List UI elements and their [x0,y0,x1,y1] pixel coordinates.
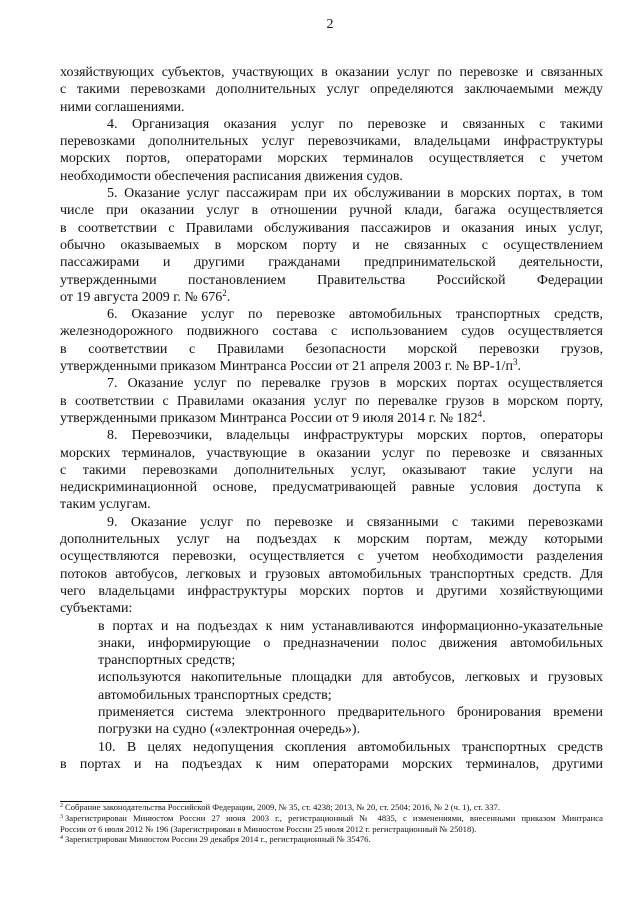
text-line: 5. Оказание услуг пассажирам при их обслуживании в морских портах, в том [107,186,603,202]
text-line: 9. Оказание услуг по перевозке и связанными с такими перевозками [107,514,603,530]
line-text: утвержденными приказом Минтранса России от 21 апреля 2003 г. № ВР-1/п [60,359,513,375]
text-line: с такими перевозками дополнительных услуг, оказывают такие услуги на [60,462,603,478]
footnote-text: Зарегистрирован Минюстом России 29 декабря 2014 г., регистрационный № 35476. [65,834,371,845]
text-line: таким услугам. [60,497,151,513]
footnote-text: Собрание законодательства Российской Федерации, 2009, № 35, ст. 4238; 2013, № 20, ст. 2504; 2016, № 2 (ч. 1), ст. 337. [65,802,500,812]
line-text: от 19 августа 2009 г. № 676 [60,289,223,305]
numbered-paragraph [60,514,603,739]
text-line: морских терминалов, участвующие в оказании услуг по перевозке и связанных [60,445,603,461]
footnote-reference: 2 [222,287,227,298]
numbered-paragraph [60,739,603,774]
text-line: числе при оказании услуг в отношении ручной клади, багажа осуществляется [60,203,603,219]
text-line: пассажирами и другими гражданами предпринимательской деятельности, [60,255,603,271]
text-line [60,410,603,427]
numbered-paragraph [60,427,603,513]
footnote [60,813,603,835]
line-punctuation: . [517,359,521,375]
footnote-line [60,813,603,824]
footnote-mark: 3 [60,813,63,820]
text-line: ними соглашениями. [60,99,185,115]
text-line: осуществляются перевозки, осуществляется с учетом необходимости разделения [60,549,603,565]
footnote-line [60,824,603,835]
text-line: 4. Организация оказания услуг по перевозке и связанных с такими [107,116,603,132]
text-line [60,289,603,306]
text-line: в соответствии с Правилами обслуживания пассажиров и оказания иных услуг, [60,220,603,236]
carryover-paragraph [60,64,603,116]
text-line: 10. В целях недопущения скопления автомобильных транспортных средств [98,739,603,755]
numbered-paragraph [60,375,603,427]
text-line: 6. Оказание услуг по перевозке автомобильных транспортных средств, [107,307,603,323]
text-line: знаки, информирующие о предназначении полос движения автомобильных [98,635,603,651]
text-line: с такими перевозками дополнительных услуг определяются заключаемыми между [60,82,603,98]
text-line: утвержденными постановлением Правительства Российской Федерации [60,272,603,288]
text-line: чего владельцами инфраструктуры морских портов и другими хозяйствующими [60,583,603,599]
line-punctuation: . [226,289,231,305]
text-line: перевозками дополнительных услуг перевозчиками, владельцами инфраструктуры [60,134,603,150]
text-line: в соответствии с Правилами безопасности морской перевозки грузов, [60,341,603,357]
footnote-text: Зарегистрирован Минюстом России 27 июня 2003 г., регистрационный № 4835, с изменениями, внесенными приказом Минтранса [65,812,603,823]
text-line: морских портов, операторами морских терминалов осуществляется с учетом [60,151,603,167]
line-punctuation: . [482,410,486,426]
footnote [60,834,603,845]
text-line: потоков автобусов, легковых и грузовых автомобильных транспортных средств. Для [60,566,603,582]
text-line: транспортных средств; [98,653,236,669]
footnote-mark: 4 [60,835,63,842]
text-line: обычно оказываемых в морском порту и не связанных с осуществлением [60,237,603,253]
text-line: в портах и на подъездах к ним устанавливаются информационно-указательные [98,618,603,634]
text-line: необходимости обеспечения расписания движения судов. [60,168,403,184]
footnote-line [60,802,603,813]
text-line: железнодорожного подвижного состава с использованием судов осуществляется [60,324,603,340]
text-line: применяется система электронного предварительного бронирования времени [98,704,603,720]
line-text: утвержденными приказом Минтранса России от 9 июля 2014 г. № 182 [60,410,478,426]
page-number: 2 [326,17,334,32]
text-line: автомобильных транспортных средств; [98,687,332,703]
text-line: погрузки на судно («электронная очередь»). [98,722,361,738]
text-line: в портах и на подъездах к ним операторами морских терминалов, другими [60,756,603,772]
text-line [60,358,603,375]
footnote-text: России от 6 июля 2012 № 196 (Зарегистрирован в Минюстом России 25 июля 2012 г. регистрационный № 25018). [60,823,477,834]
text-line: недискриминационной основе, предусматривающей равные условия доступа к [60,480,603,496]
footnote-line [60,834,603,845]
document-body [60,64,603,773]
footnote-reference: 3 [512,357,518,368]
text-line: хозяйствующих субъектов, участвующих в оказании услуг по перевозке и связанных [60,65,603,80]
text-line: субъектами: [60,601,133,617]
footnote [60,802,603,813]
footnote-mark: 2 [60,803,63,809]
text-line: дополнительных услуг на подъездах к морским портам, между которыми [60,532,603,548]
text-line: в соответствии с Правилами оказания услуг по перевалке грузов в морском порту, [60,393,603,409]
list-item [98,669,603,704]
list-item [98,618,603,670]
text-line: 8. Перевозчики, владельцы инфраструктуры морских портов, операторы [107,428,603,444]
footnotes [60,802,603,845]
numbered-paragraph [60,185,603,306]
numbered-paragraph [60,306,603,375]
text-line: используются накопительные площадки для автобусов, легковых и грузовых [98,670,603,686]
list-item [98,704,603,739]
footnote-reference: 4 [477,408,483,419]
text-line: 7. Оказание услуг по перевалке грузов в морских портах осуществляется [107,376,603,392]
numbered-paragraph [60,116,603,185]
